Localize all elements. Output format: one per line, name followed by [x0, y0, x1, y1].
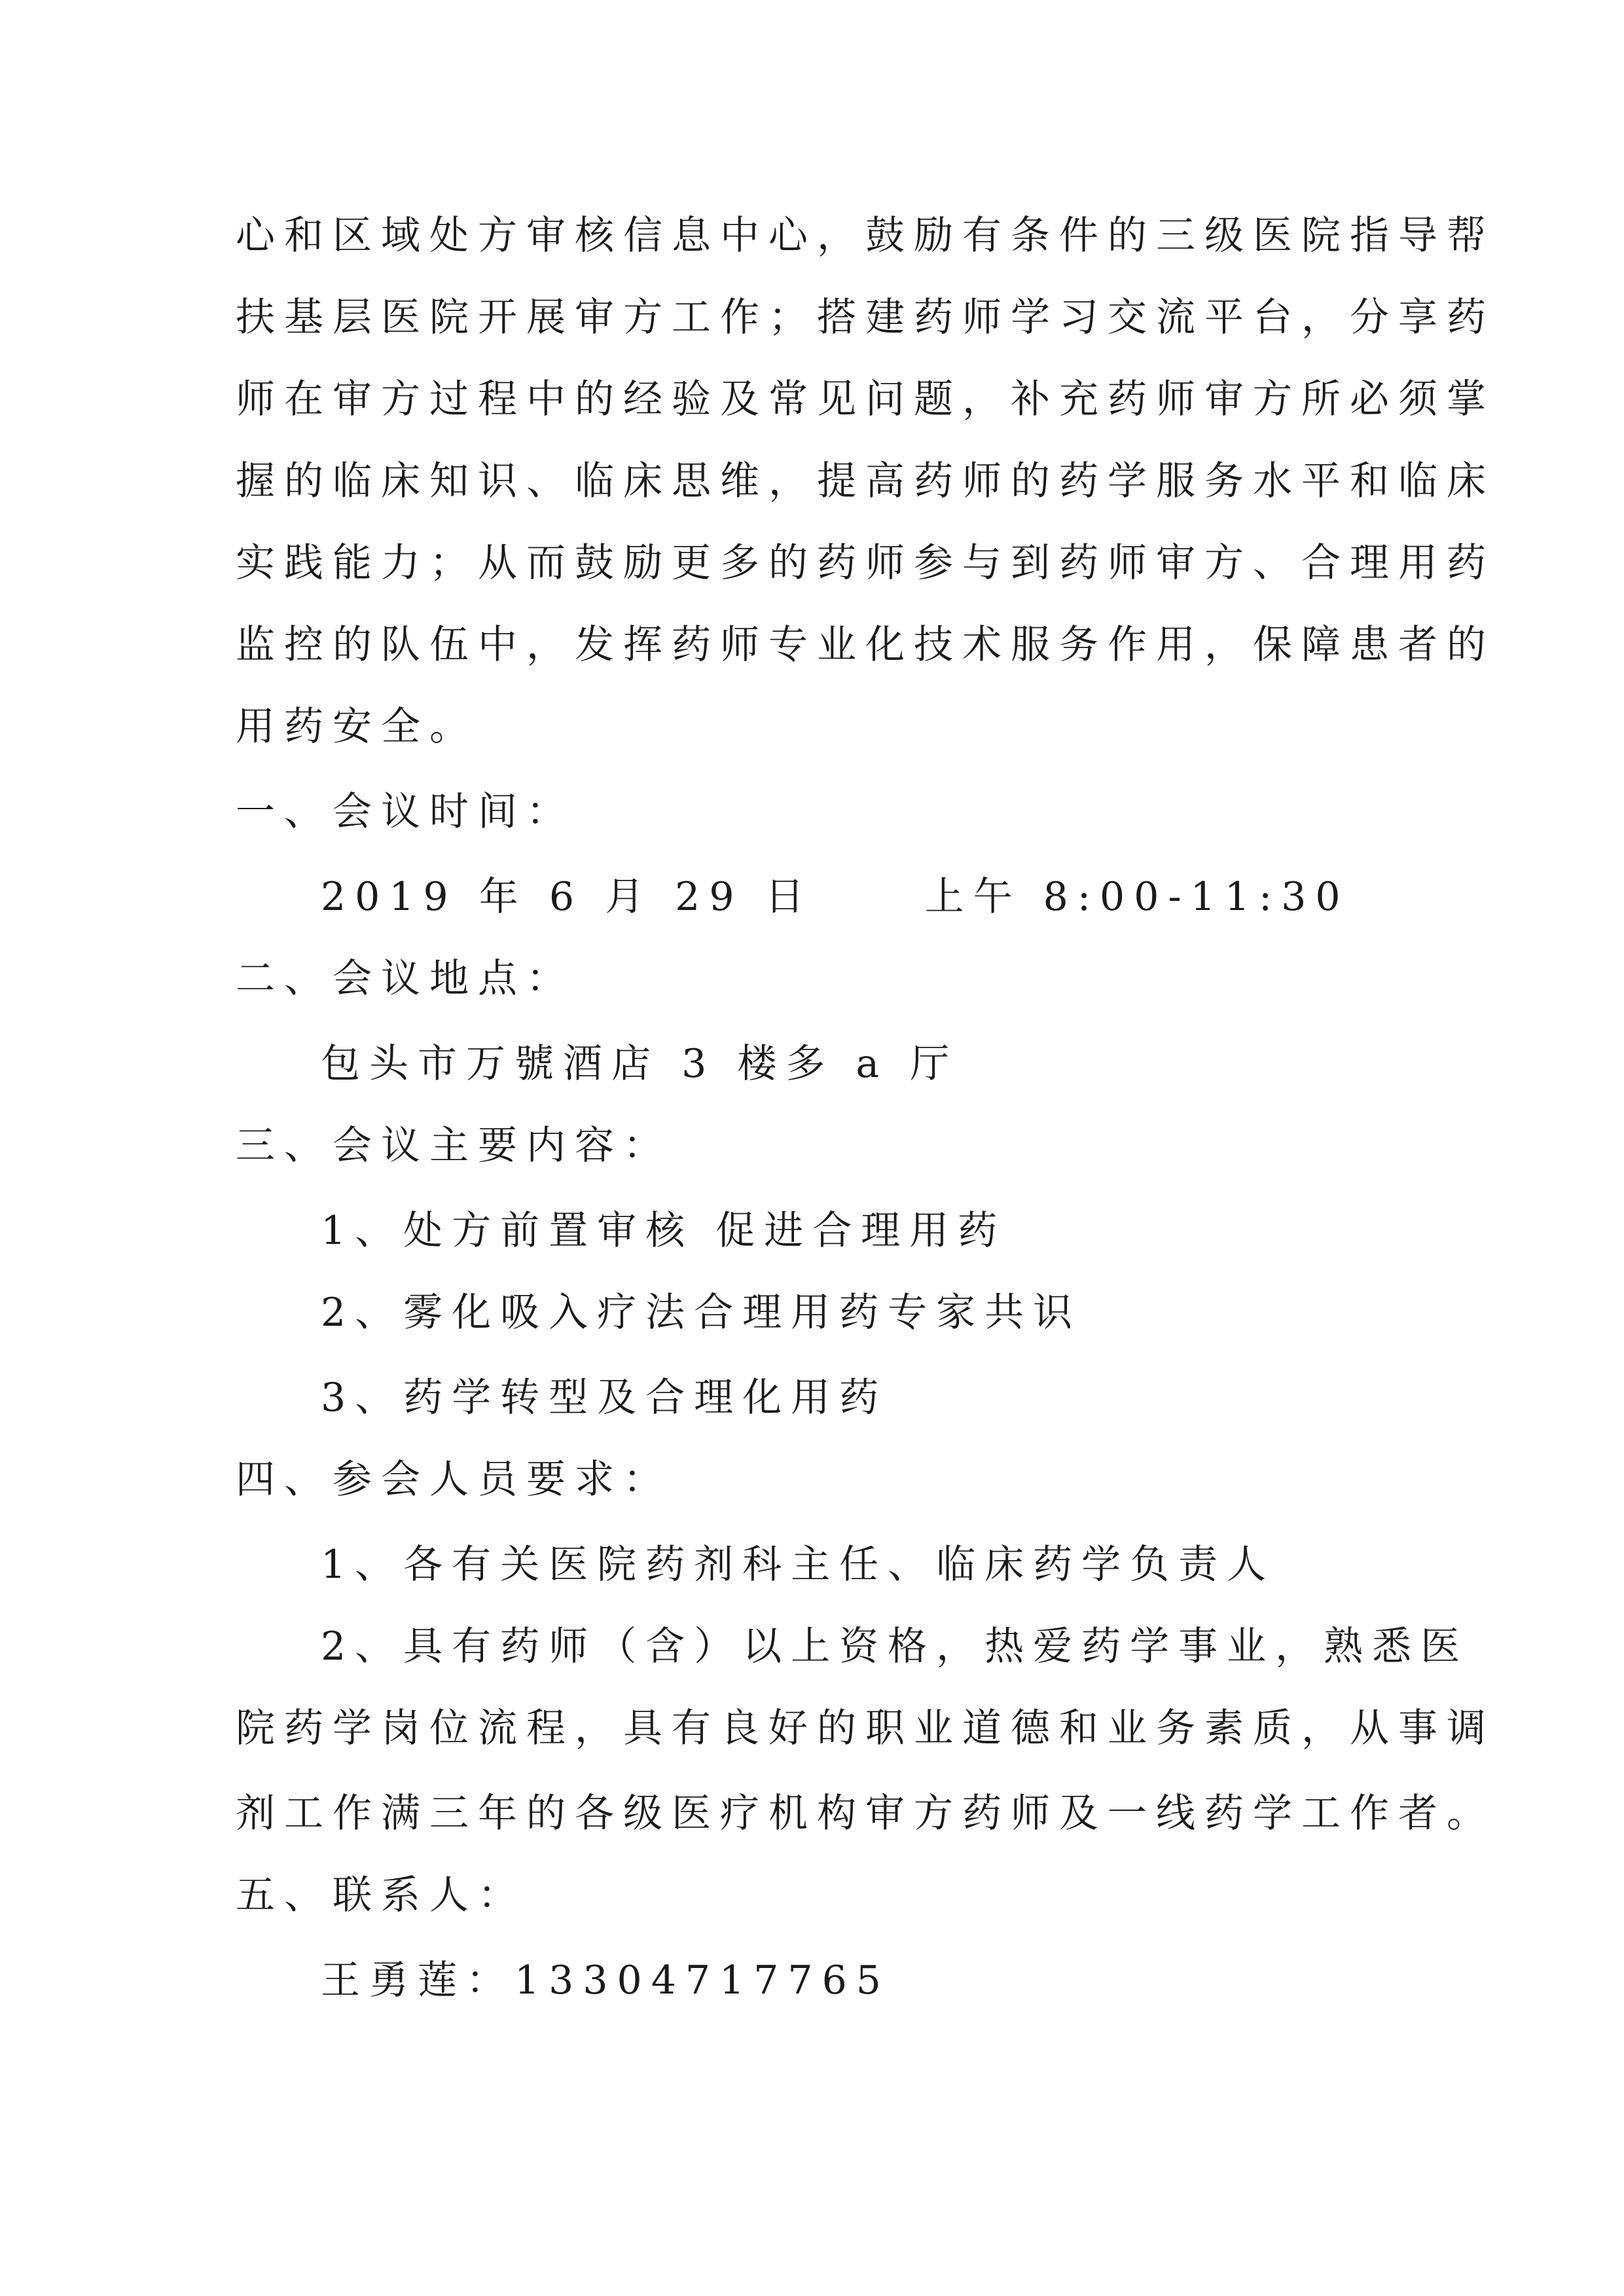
section-heading-time: 一、会议时间：	[236, 789, 575, 835]
attendee-item-2-line-3: 剂工作满三年的各级医疗机构审方药师及一线药学工作者。	[236, 1791, 1495, 1836]
meeting-hours: 上午 8:00-11:30	[924, 874, 1350, 920]
attendee-item-2-line-2: 院药学岗位流程，具有良好的职业道德和业务素质，从事调	[236, 1705, 1495, 1751]
section-heading-contact: 五、联系人：	[236, 1872, 526, 1918]
intro-line-7: 用药安全。	[236, 704, 478, 750]
section-heading-location: 二、会议地点：	[236, 956, 575, 1002]
meeting-datetime	[321, 874, 1350, 920]
content-item-1: 1、处方前置审核 促进合理用药	[321, 1208, 1007, 1254]
intro-line-5: 实践能力；从而鼓励更多的药师参与到药师审方、合理用药	[236, 540, 1495, 586]
content-item-3: 3、药学转型及合理化用药	[321, 1375, 888, 1421]
meeting-date: 2019 年 6 月 29 日	[321, 874, 814, 920]
content-item-2: 2、雾化吸入疗法合理用药专家共识	[321, 1290, 1082, 1336]
intro-line-2: 扶基层医院开展审方工作；搭建药师学习交流平台，分享药	[236, 295, 1495, 340]
intro-line-3: 师在审方过程中的经验及常见问题，补充药师审方所必须掌	[236, 376, 1495, 422]
intro-line-4: 握的临床知识、临床思维，提高药师的药学服务水平和临床	[236, 458, 1495, 504]
intro-line-1: 心和区域处方审核信息中心，鼓励有条件的三级医院指导帮	[236, 213, 1495, 259]
meeting-venue: 包头市万號酒店 3 楼多 a 厅	[321, 1041, 959, 1087]
contact-person: 王勇莲：13304717765	[321, 1958, 890, 2003]
section-heading-content: 三、会议主要内容：	[236, 1123, 672, 1169]
intro-line-6: 监控的队伍中，发挥药师专业化技术服务作用，保障患者的	[236, 622, 1495, 668]
attendee-item-2-line-1: 2、具有药师（含）以上资格，热爱药学事业，熟悉医	[321, 1624, 1470, 1669]
section-heading-attendees: 四、参会人员要求：	[236, 1457, 672, 1503]
attendee-item-1: 1、各有关医院药剂科主任、临床药学负责人	[321, 1542, 1276, 1588]
